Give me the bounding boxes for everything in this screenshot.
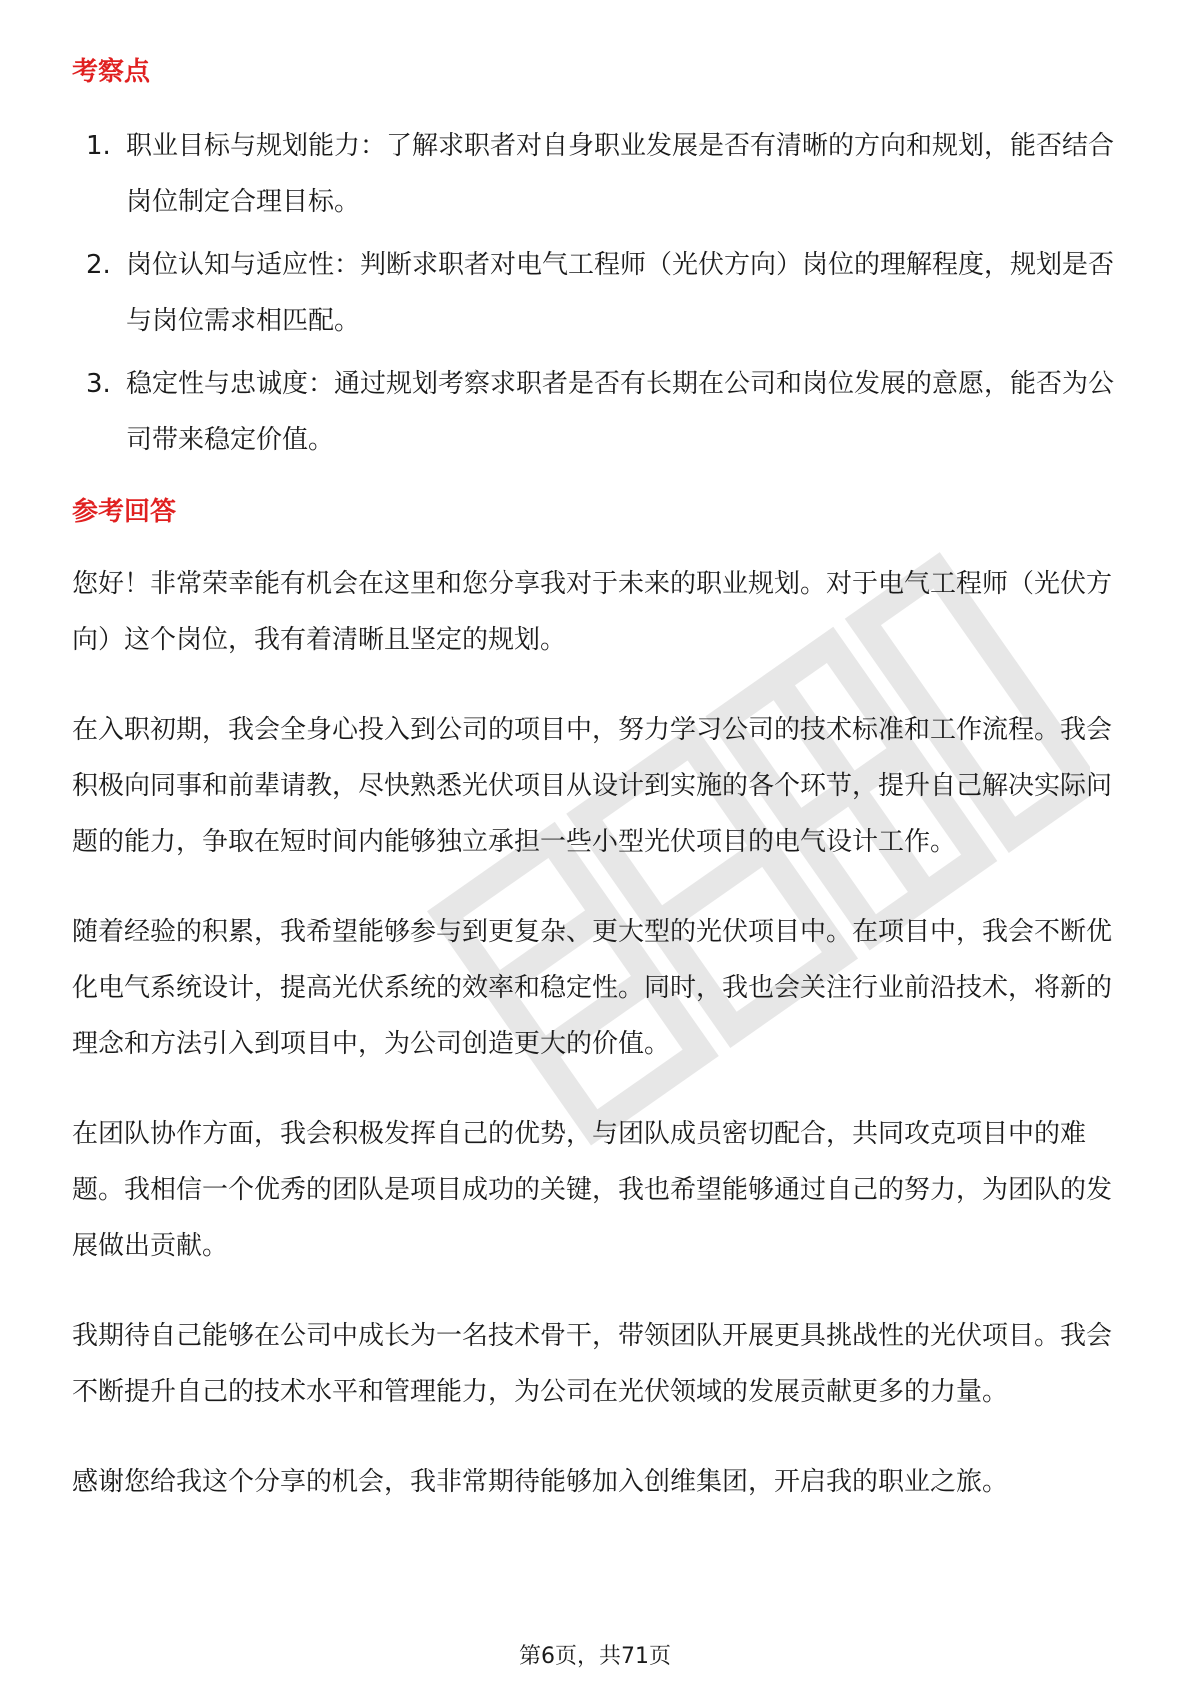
answer-body — [72, 556, 1122, 1544]
list-item-text: 稳定性与忠诚度：通过规划考察求职者是否有长期在公司和岗位发展的意愿，能否为公司带来稳定价值。 — [126, 369, 1115, 455]
page-number: 第6页，共71页 — [519, 1644, 671, 1669]
answer-paragraph: 感谢您给我这个分享的机会，我非常期待能够加入创维集团，开启我的职业之旅。 — [72, 1467, 1009, 1497]
section-title-points: 考察点 — [72, 57, 151, 87]
list-item-number: 1. — [86, 131, 111, 161]
list-item — [72, 237, 1122, 349]
list-item-number: 2. — [86, 250, 111, 280]
list-item — [72, 356, 1122, 468]
answer-paragraph: 随着经验的积累，我希望能够参与到更复杂、更大型的光伏项目中。在项目中，我会不断优化电气系统设计，提高光伏系统的效率和稳定性。同时，我也会关注行业前沿技术，将新的理念和方法引入到项目中，为公司创造更大的价值。 — [72, 917, 1113, 1059]
list-item-text: 职业目标与规划能力：了解求职者对自身职业发展是否有清晰的方向和规划，能否结合岗位制定合理目标。 — [126, 131, 1115, 217]
points-list — [72, 118, 1122, 475]
list-item — [72, 118, 1122, 230]
answer-paragraph: 在团队协作方面，我会积极发挥自己的优势，与团队成员密切配合，共同攻克项目中的难题。我相信一个优秀的团队是项目成功的关键，我也希望能够通过自己的努力，为团队的发展做出贡献。 — [72, 1119, 1113, 1261]
answer-paragraph: 您好！非常荣幸能有机会在这里和您分享我对于未来的职业规划。对于电气工程师（光伏方向）这个岗位，我有着清晰且坚定的规划。 — [72, 569, 1113, 655]
list-item-number: 3. — [86, 369, 111, 399]
answer-paragraph: 在入职初期，我会全身心投入到公司的项目中，努力学习公司的技术标准和工作流程。我会积极向同事和前辈请教，尽快熟悉光伏项目从设计到实施的各个环节，提升自己解决实际问题的能力，争取在短时间内能够独立承担一些小型光伏项目的电气设计工作。 — [72, 715, 1113, 857]
answer-paragraph: 我期待自己能够在公司中成长为一名技术骨干，带领团队开展更具挑战性的光伏项目。我会不断提升自己的技术水平和管理能力，为公司在光伏领域的发展贡献更多的力量。 — [72, 1321, 1113, 1407]
list-item-text: 岗位认知与适应性：判断求职者对电气工程师（光伏方向）岗位的理解程度，规划是否与岗位需求相匹配。 — [126, 250, 1115, 336]
section-title-answer: 参考回答 — [72, 497, 177, 527]
